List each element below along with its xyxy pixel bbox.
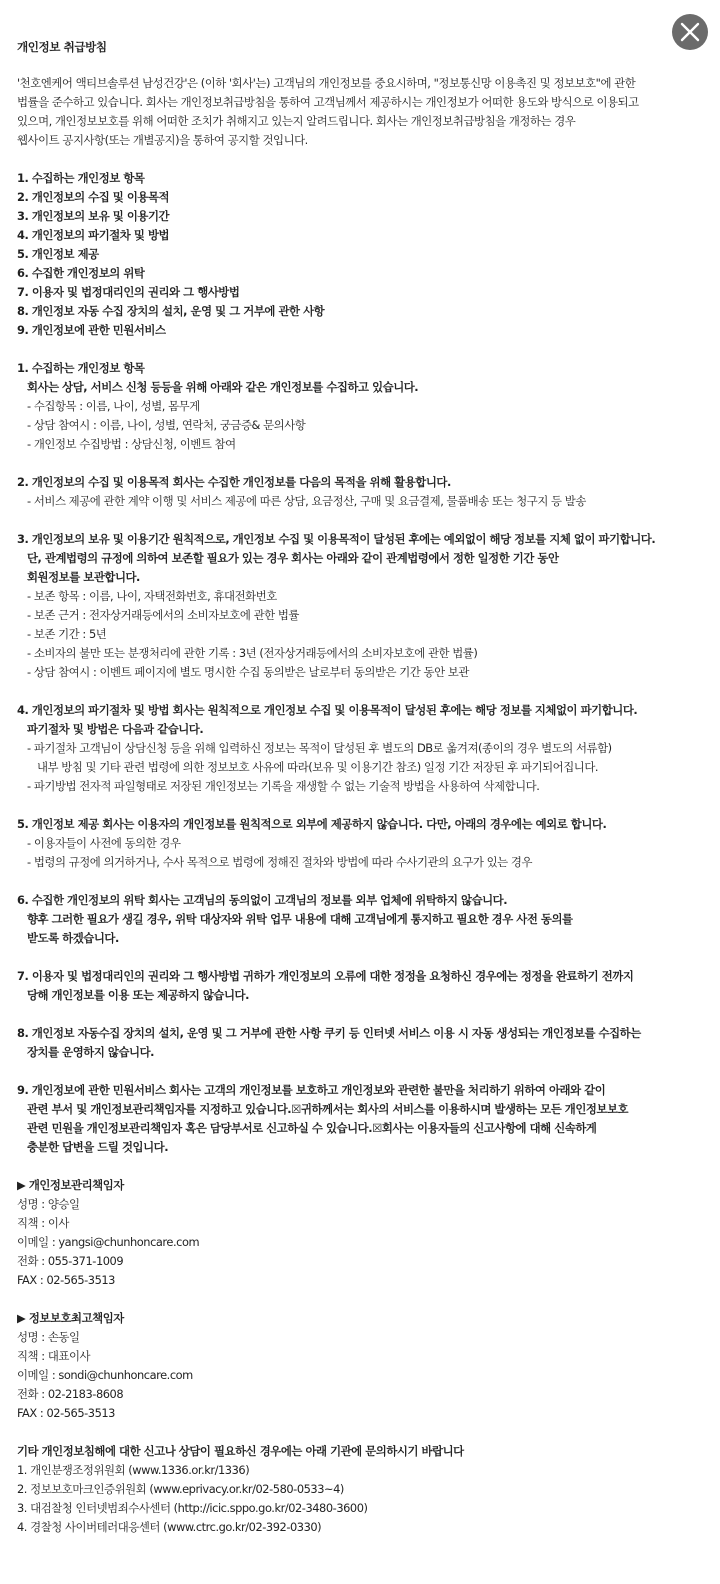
section-item: - 보존 항목 : 이름, 나이, 자택전화번호, 휴대전화번호 — [27, 589, 277, 603]
section-3 — [17, 530, 709, 682]
section-item: - 상담 참여시 : 이벤트 페이지에 별도 명시한 수집 동의받은 날로부터 동의받은 기간 동안 보관 — [27, 665, 469, 679]
security-officer — [17, 1309, 709, 1423]
agency-item: 1. 개인분쟁조정위원회 (www.1336.or.kr/1336) — [17, 1463, 250, 1477]
section-heading: 8. 개인정보 자동수집 장치의 설치, 운영 및 그 거부에 관한 사항 쿠키 등 인터넷 서비스 이용 시 자동 생성되는 개인정보를 수집하는 — [17, 1026, 641, 1040]
section-heading: 7. 이용자 및 법정대리인의 권리와 그 행사방법 귀하가 개인정보의 오류에 대한 정정을 요청하신 경우에는 정정을 완료하기 전까지 — [17, 969, 634, 983]
section-body: 받도록 하겠습니다. — [27, 931, 119, 945]
section-7 — [17, 967, 709, 1005]
agency-item: 4. 경찰청 사이버테러대응센터 (www.ctrc.go.kr/02-392-0330) — [17, 1520, 322, 1534]
toc-item: 2. 개인정보의 수집 및 이용목적 — [17, 190, 170, 204]
section-8 — [17, 1024, 709, 1062]
officer-name: 성명 : 손동일 — [17, 1330, 80, 1344]
section-body: 당해 개인정보를 이용 또는 제공하지 않습니다. — [27, 988, 249, 1002]
section-4 — [17, 701, 709, 796]
intro-line: '천호엔케어 액티브솔루션 남성건강'은 (이하 '회사'는) 고객님의 개인정보를 중요시하며, "정보통신망 이용촉진 및 정보보호"에 관한 — [17, 76, 636, 90]
officer-position: 직책 : 대표이사 — [17, 1349, 91, 1363]
section-body: 단, 관계법령의 규정에 의하여 보존할 필요가 있는 경우 회사는 아래와 같이 관계법령에서 정한 일정한 기간 동안 — [27, 551, 559, 565]
section-body: 파기절차 및 방법은 다음과 같습니다. — [27, 722, 204, 736]
toc-item: 8. 개인정보 자동 수집 장치의 설치, 운영 및 그 거부에 관한 사항 — [17, 304, 325, 318]
intro-line: 웹사이트 공지사항(또는 개별공지)을 통하여 공지할 것입니다. — [17, 133, 308, 147]
privacy-officer — [17, 1176, 709, 1290]
section-body: 향후 그러한 필요가 생길 경우, 위탁 대상자와 위탁 업무 내용에 대해 고객님에게 통지하고 필요한 경우 사전 동의를 — [27, 912, 573, 926]
section-body: 회원정보를 보관합니다. — [27, 570, 140, 584]
section-item: - 이용자들이 사전에 동의한 경우 — [27, 836, 181, 850]
section-5 — [17, 815, 709, 872]
toc-item: 7. 이용자 및 법정대리인의 권리와 그 행사방법 — [17, 285, 240, 299]
officer-email: 이메일 : yangsi@chunhoncare.com — [17, 1235, 200, 1249]
agency-item: 3. 대검찰청 인터넷범죄수사센터 (http://icic.sppo.go.kr/02-3480-3600) — [17, 1501, 368, 1515]
toc-item: 1. 수집하는 개인정보 항목 — [17, 171, 145, 185]
section-item: - 보존 기간 : 5년 — [27, 627, 107, 641]
section-item: - 개인정보 수집방법 : 상담신청, 이벤트 참여 — [27, 437, 236, 451]
section-item: - 상담 참여시 : 이름, 나이, 성별, 연락처, 궁금증& 문의사항 — [27, 418, 306, 432]
toc-item: 5. 개인정보 제공 — [17, 247, 99, 261]
section-heading: 9. 개인정보에 관한 민원서비스 회사는 고객의 개인정보를 보호하고 개인정보와 관련한 불만을 처리하기 위하여 아래와 같이 — [17, 1083, 606, 1097]
officer-name: 성명 : 양승일 — [17, 1197, 80, 1211]
section-item: - 서비스 제공에 관한 계약 이행 및 서비스 제공에 따른 상담, 요금정산, 구매 및 요금결제, 물품배송 또는 청구지 등 발송 — [27, 494, 586, 508]
section-body: 회사는 상담, 서비스 신청 등등을 위해 아래와 같은 개인정보를 수집하고 있습니다. — [27, 380, 419, 394]
section-item: 내부 방침 및 기타 관련 법령에 의한 정보보호 사유에 따라(보유 및 이용기간 참조) 일정 기간 저장된 후 파기되어집니다. — [37, 760, 599, 774]
section-heading: 4. 개인정보의 파기절차 및 방법 회사는 원칙적으로 개인정보 수집 및 이용목적이 달성된 후에는 해당 정보를 지체없이 파기합니다. — [17, 703, 638, 717]
toc-item: 4. 개인정보의 파기절차 및 방법 — [17, 228, 170, 242]
section-2 — [17, 473, 709, 511]
section-heading: 6. 수집한 개인정보의 위탁 회사는 고객님의 동의없이 고객님의 정보를 외부 업체에 위탁하지 않습니다. — [17, 893, 508, 907]
officer-position: 직책 : 이사 — [17, 1216, 69, 1230]
intro-line: 법률을 준수하고 있습니다. 회사는 개인정보취급방침을 통하여 고객님께서 제공하시는 개인정보가 어떠한 용도와 방식으로 이용되고 — [17, 95, 639, 109]
toc-item: 3. 개인정보의 보유 및 이용기간 — [17, 209, 170, 223]
section-body: 관련 민원을 개인정보관리책임자 혹은 담당부서로 신고하실 수 있습니다.☒회사는 이용자들의 신고사항에 대해 신속하게 — [27, 1121, 597, 1135]
officer-fax: FAX : 02-565-3513 — [17, 1406, 115, 1420]
other-agencies — [17, 1442, 709, 1537]
section-heading: 2. 개인정보의 수집 및 이용목적 회사는 수집한 개인정보를 다음의 목적을 위해 활용합니다. — [17, 475, 451, 489]
officer-heading: ▶ 정보보호최고책임자 — [17, 1311, 124, 1325]
section-item: - 법령의 규정에 의거하거나, 수사 목적으로 법령에 정해진 절차와 방법에 따라 수사기관의 요구가 있는 경우 — [27, 855, 533, 869]
section-body: 관련 부서 및 개인정보관리책임자를 지정하고 있습니다.☒귀하께서는 회사의 서비스를 이용하시며 발생하는 모든 개인정보보호 — [27, 1102, 629, 1116]
section-item: - 파기절차 고객님이 상담신청 등을 위해 입력하신 정보는 목적이 달성된 후 별도의 DB로 옮겨져(종이의 경우 별도의 서류함) — [27, 741, 612, 755]
section-body: 충분한 답변을 드릴 것입니다. — [27, 1140, 169, 1154]
table-of-contents — [17, 169, 709, 340]
section-item: - 수집항목 : 이름, 나이, 성별, 몸무게 — [27, 399, 200, 413]
intro-line: 있으며, 개인정보보호를 위해 어떠한 조치가 취해지고 있는지 알려드립니다. 회사는 개인정보취급방침을 개정하는 경우 — [17, 114, 576, 128]
section-heading: 1. 수집하는 개인정보 항목 — [17, 361, 145, 375]
section-9 — [17, 1081, 709, 1157]
officer-heading: ▶ 개인정보관리책임자 — [17, 1178, 124, 1192]
officer-phone: 전화 : 055-371-1009 — [17, 1254, 124, 1268]
section-6 — [17, 891, 709, 948]
officer-fax: FAX : 02-565-3513 — [17, 1273, 115, 1287]
section-body: 장치를 운영하지 않습니다. — [27, 1045, 154, 1059]
page-title: 개인정보 취급방침 — [17, 40, 107, 54]
section-heading: 5. 개인정보 제공 회사는 이용자의 개인정보를 원칙적으로 외부에 제공하지 않습니다. 다만, 아래의 경우에는 예외로 합니다. — [17, 817, 607, 831]
officer-phone: 전화 : 02-2183-8608 — [17, 1387, 124, 1401]
section-item: - 소비자의 불만 또는 분쟁처리에 관한 기록 : 3년 (전자상거래등에서의 소비자보호에 관한 법률) — [27, 646, 478, 660]
privacy-policy-content — [17, 38, 709, 1537]
agencies-heading: 기타 개인정보침해에 대한 신고나 상담이 필요하신 경우에는 아래 기관에 문의하시기 바랍니다 — [17, 1444, 464, 1458]
toc-item: 9. 개인정보에 관한 민원서비스 — [17, 323, 166, 337]
section-heading: 3. 개인정보의 보유 및 이용기간 원칙적으로, 개인정보 수집 및 이용목적이 달성된 후에는 예외없이 해당 정보를 지체 없이 파기합니다. — [17, 532, 656, 546]
section-item: - 파기방법 전자적 파일형태로 저장된 개인정보는 기록을 재생할 수 없는 기술적 방법을 사용하여 삭제합니다. — [27, 779, 540, 793]
agency-item: 2. 정보보호마크인증위원회 (www.eprivacy.or.kr/02-580-0533~4) — [17, 1482, 344, 1496]
officer-email: 이메일 : sondi@chunhoncare.com — [17, 1368, 193, 1382]
section-1 — [17, 359, 709, 454]
intro-paragraph — [17, 74, 709, 150]
toc-item: 6. 수집한 개인정보의 위탁 — [17, 266, 145, 280]
section-item: - 보존 근거 : 전자상거래등에서의 소비자보호에 관한 법률 — [27, 608, 299, 622]
